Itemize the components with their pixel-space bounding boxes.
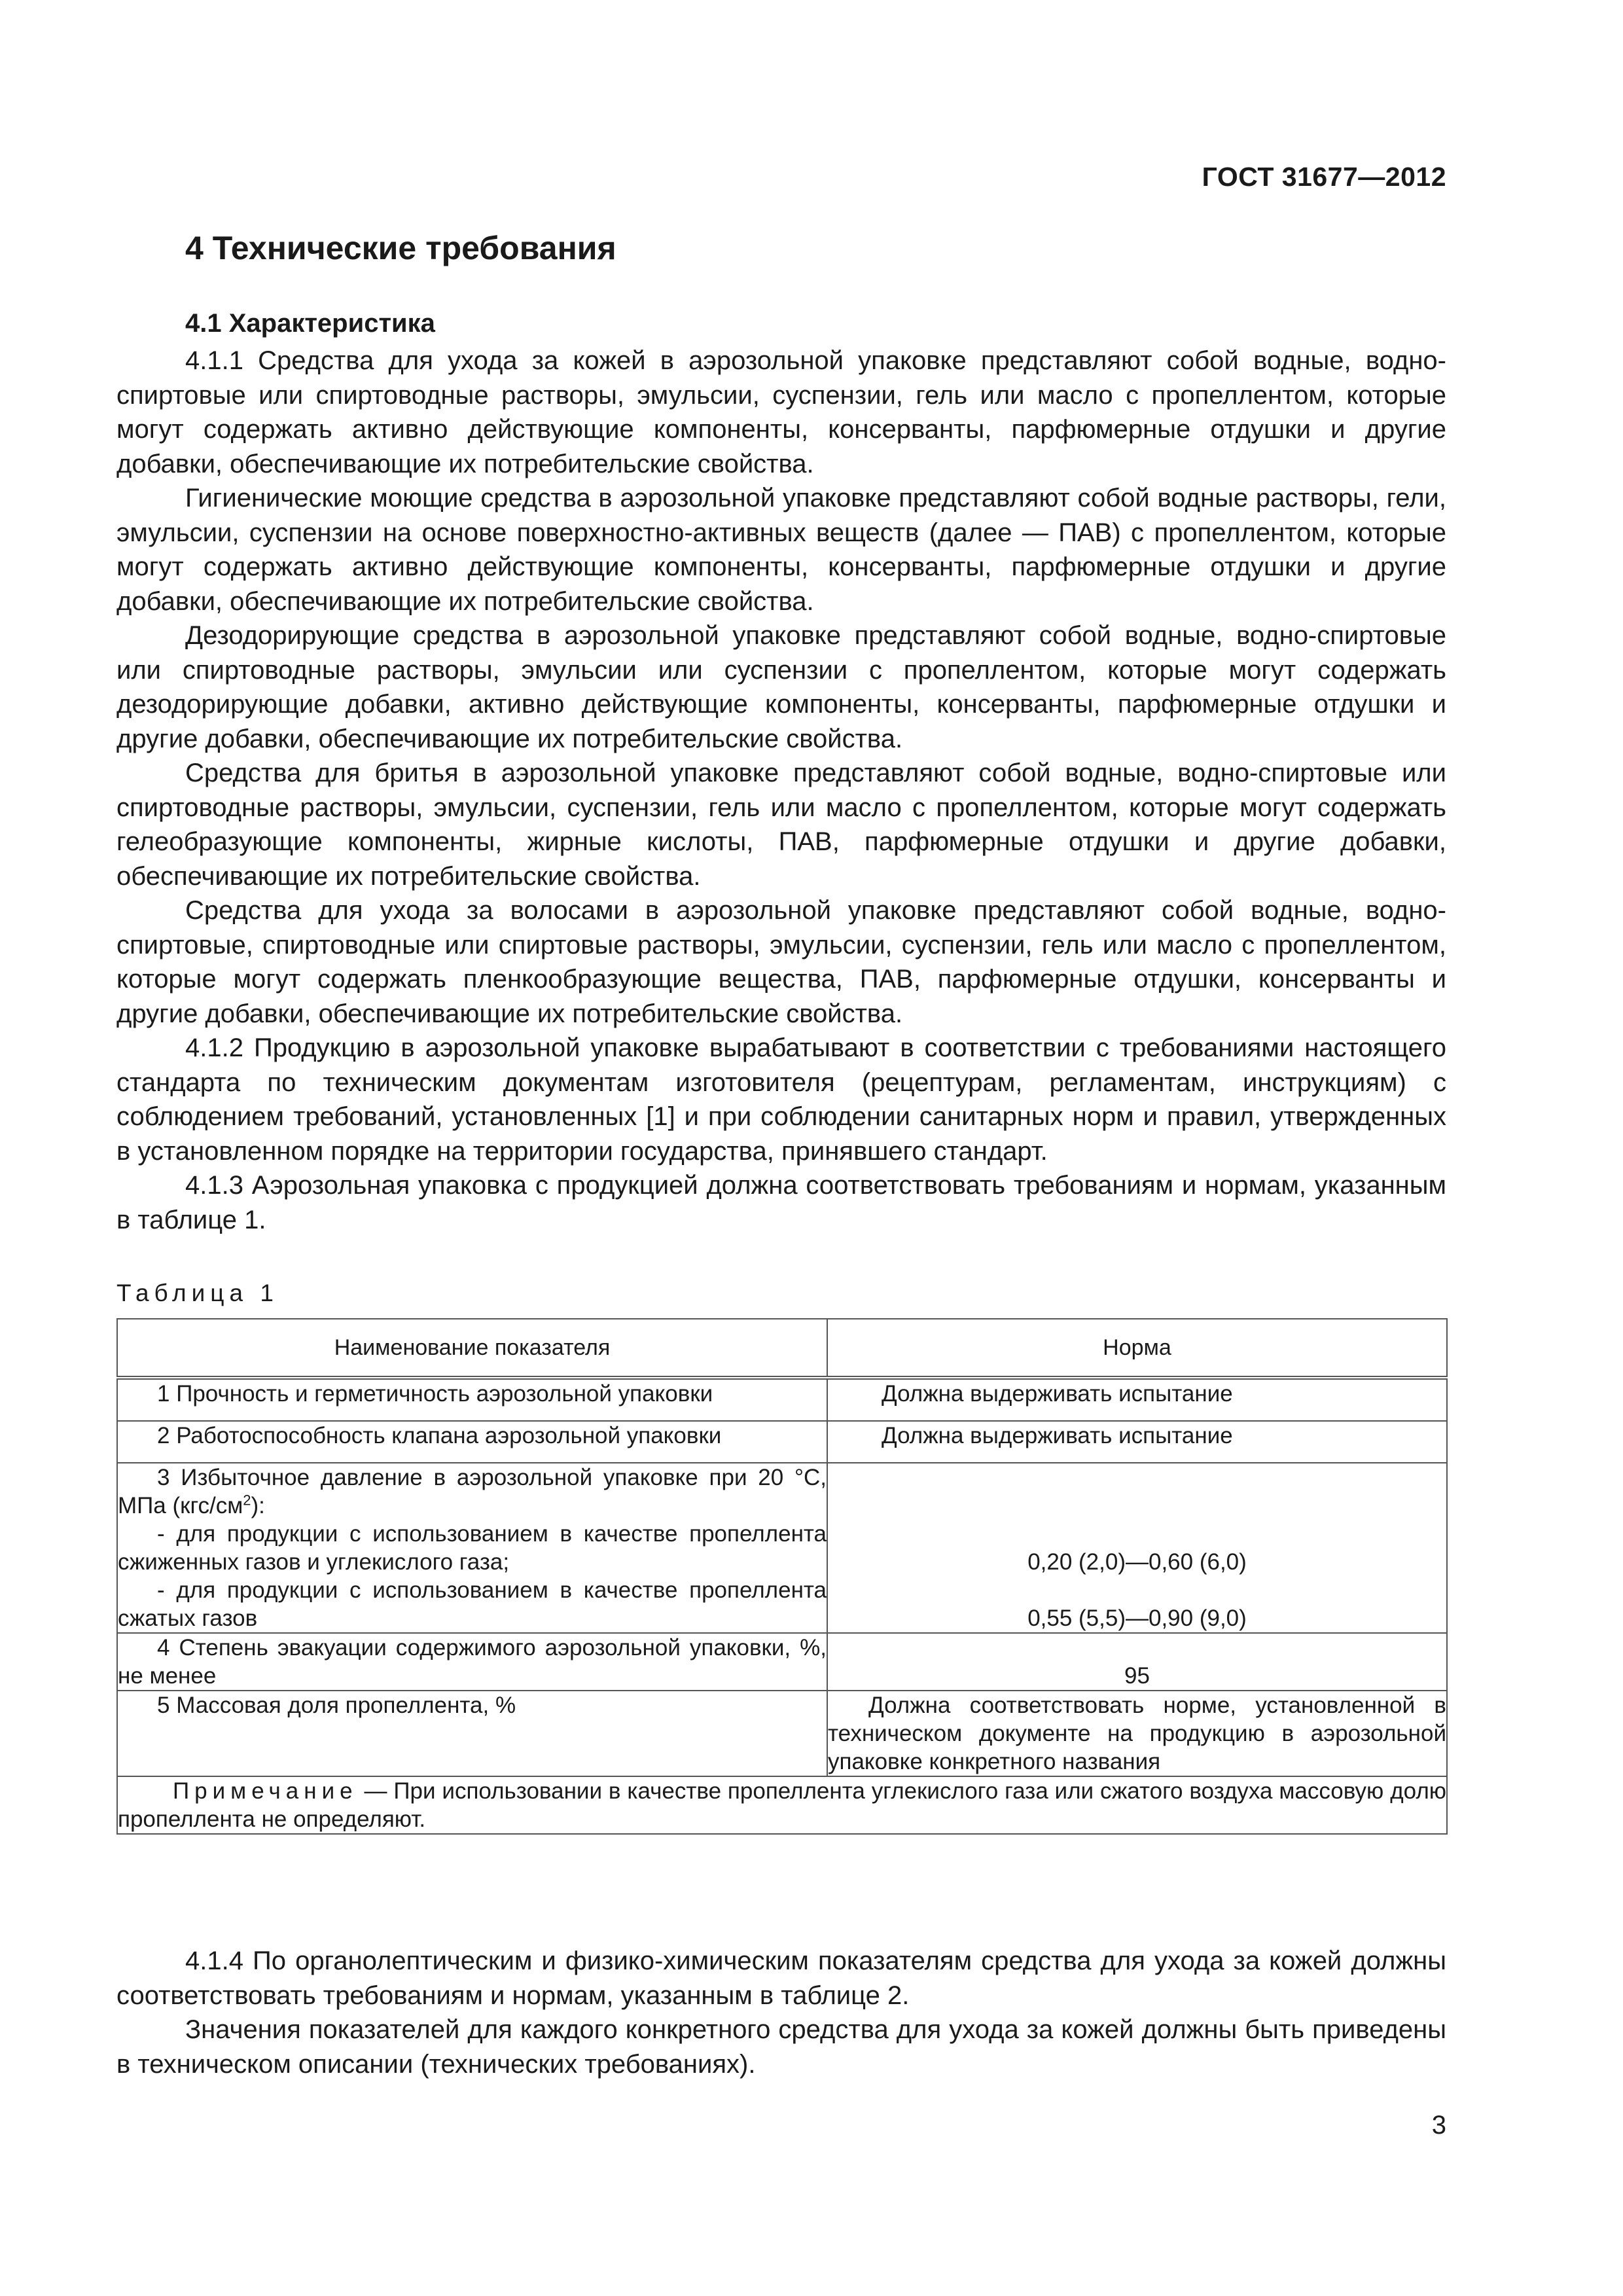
subsection-title: 4.1 Характеристика bbox=[185, 309, 435, 338]
table-row bbox=[117, 1378, 1447, 1421]
header-norm: Норма bbox=[827, 1319, 1447, 1378]
row-name: 2 Работоспособность клапана аэрозольной упаковки bbox=[157, 1423, 722, 1448]
paragraph: Средства для ухода за волосами в аэрозольной упаковке представляют собой водные, водно-спиртовые, спиртоводные или спиртовые растворы, эмульсии, суспензии, гель или масло с пропеллентом, которые могут содержать пленкообразующие вещества, ПАВ, парфюмерные отдушки, консерванты и другие добавки, обеспечивающие их потребительские свойства. bbox=[116, 896, 1446, 1028]
row-norm: Должна соответствовать норме, установленной в техническом документе на продукцию в аэрозольной упаковке конкретного названия bbox=[827, 1691, 1447, 1776]
table-row bbox=[117, 1691, 1447, 1776]
paragraph: 4.1.2 Продукцию в аэрозольной упаковке вырабатывают в соответствии с требованиями настоящего стандарта по техническим документам изготовителя (рецептурам, регламентам, инструкциям) с соблюдением требований, установленных [1] и при соблюдении санитарных норм и правил, утвержденных в установленном порядке на территории государства, принявшего стандарт. bbox=[116, 1033, 1446, 1166]
paragraph: Дезодорирующие средства в аэрозольной упаковке представляют собой водные, водно-спиртовые или спиртоводные растворы, эмульсии или суспензии с пропеллентом, которые могут содержать дезодорирующие добавки, активно действующие компоненты, консерванты, парфюмерные отдушки и другие добавки, обеспечивающие их потребительские свойства. bbox=[116, 621, 1446, 753]
header-name: Наименование показателя bbox=[117, 1319, 827, 1378]
table-note-row bbox=[117, 1776, 1447, 1834]
document-standard-number: ГОСТ 31677—2012 bbox=[1202, 162, 1446, 192]
row-norm: 0,20 (2,0)—0,60 (6,0) bbox=[1027, 1549, 1247, 1575]
paragraph: Средства для бритья в аэрозольной упаковке представляют собой водные, водно-спиртовые или спиртоводные растворы, эмульсии, суспензии, гель или масло с пропеллентом, которые могут содержать гелеобразующие компоненты, жирные кислоты, ПАВ, парфюмерные отдушки и другие добавки, обеспечивающие их потребительские свойства. bbox=[116, 759, 1446, 891]
paragraph: 4.1.4 По органолептическим и физико-химическим показателям средства для ухода за кожей должны соответствовать требованиям и нормам, указанным в таблице 2. bbox=[116, 1946, 1446, 2010]
section-title: 4 Технические требования bbox=[185, 230, 616, 266]
note-label: Примечание bbox=[173, 1778, 358, 1804]
row-norm: 0,55 (5,5)—0,90 (9,0) bbox=[1027, 1605, 1247, 1631]
paragraph: 4.1.1 Средства для ухода за кожей в аэрозольной упаковке представляют собой водные, водно-спиртовые или спиртоводные растворы, эмульсии, суспензии, гель или масло с пропеллентом, которые могут содержать активно действующие компоненты, консерванты, парфюмерные отдушки и другие добавки, обеспечивающие их потребительские свойства. bbox=[116, 346, 1446, 478]
row-name: 1 Прочность и герметичность аэрозольной упаковки bbox=[157, 1381, 713, 1407]
requirements-table bbox=[116, 1318, 1448, 1835]
table-row bbox=[117, 1633, 1447, 1691]
row-norm: 95 bbox=[1124, 1663, 1150, 1689]
table-row bbox=[117, 1421, 1447, 1463]
row-name: 5 Массовая доля пропеллента, % bbox=[157, 1693, 516, 1718]
row-norm: Должна выдерживать испытание bbox=[827, 1421, 1447, 1463]
table-row bbox=[117, 1463, 1447, 1633]
table-caption: Таблица 1 bbox=[116, 1280, 279, 1306]
row-name: 3 Избыточное давление в аэрозольной упаковке при 20 °С, МПа $(кгс/см^2)$: bbox=[118, 1465, 827, 1518]
row-norm: Должна выдерживать испытание bbox=[827, 1378, 1447, 1421]
paragraph: Значения показателей для каждого конкретного средства для ухода за кожей должны быть приведены в техническом описании (технических требованиях). bbox=[116, 2015, 1446, 2079]
row-name: 4 Степень эвакуации содержимого аэрозольной упаковки, %, не менее bbox=[118, 1635, 827, 1689]
row-subitem: - для продукции с использованием в качестве пропеллента сжиженных газов и углекислого газа; bbox=[118, 1521, 827, 1575]
note-text: — При использовании в качестве пропеллента углекислого газа или сжатого воздуха массовую долю пропеллента не определяют. bbox=[118, 1778, 1446, 1832]
paragraph: Гигиенические моющие средства в аэрозольной упаковке представляют собой водные растворы, гели, эмульсии, суспензии на основе поверхностно-активных веществ (далее — ПАВ) с пропеллентом, которые могут содержать активно действующие компоненты, консерванты, парфюмерные отдушки и другие добавки, обеспечивающие их потребительские свойства. bbox=[116, 484, 1446, 616]
paragraph: 4.1.3 Аэрозольная упаковка с продукцией должна соответствовать требованиям и нормам, указанным в таблице 1. bbox=[116, 1171, 1446, 1234]
body-text-continued bbox=[116, 1944, 1446, 2081]
row-subitem: - для продукции с использованием в качестве пропеллента сжатых газов bbox=[118, 1577, 827, 1631]
table-header-row bbox=[117, 1319, 1447, 1378]
page-number: 3 bbox=[1431, 2111, 1446, 2140]
body-text bbox=[116, 344, 1446, 1237]
